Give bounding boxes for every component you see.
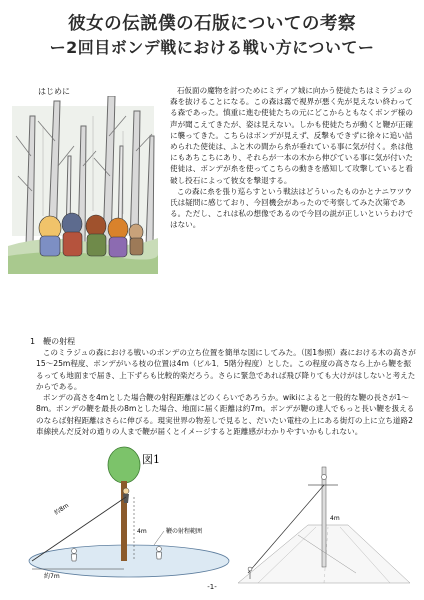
figure-1-label: 図1 (142, 453, 160, 466)
page-subtitle: ー2回目ボンデ戦における戦い方についてー (49, 38, 375, 57)
figure-2-height-label: 4m (330, 515, 340, 522)
section-text (36, 347, 418, 437)
figure-1-length-label: 約8m (53, 502, 71, 517)
intro-heading: はじめに (38, 87, 70, 96)
intro-text (170, 85, 416, 231)
section-paragraph: このミラジュの森における戦いのボンデの立ち位置を簡単な図にしてみた。（図1参照）森における木の高さが15～25m程度、ボンデがいる枝の位置は4m（ビル1．5階分程度）とした。この程度の高さなら上から鞭を振るっても地面まで届き、上下ずらも比較的楽だろう。さらに緊急であれば飛び降りても大けがはしないと考えたからである。 (36, 348, 416, 391)
section-paragraph: ボンデの高さを4mとした場合鞭の射程距離はどのくらいであろうか。wikiによると一般的な鞭の長さが1～8m。ボンデの鞭を最長の8mとした場合、地面に届く距離は約7m。ボンデが鞭の達人でもっと長い鞭を扱えるのならば射程距離はさらに伸びる。現実世界の物差しで見ると、だいたい電柱の上にある街灯の上に立ち道路2車線挟んだ反対の通りの人まで鞭が届くとイメージすると距離感がわかりやすいかもしれない。 (36, 393, 415, 437)
page-title: 彼女の伝説僕の石版についての考察 (68, 14, 356, 34)
intro-paragraph: 石仮面の魔物を討つためにミディア城に向かう使徒たちはミラジュの森を抜けることになる。この森は霧で視界が悪く先が見えない終わってる森であった。慎重に進む使徒たちの元にどこからともなくボンデ様の声が聞こえてきたが、姿は見えない。しかも使徒たちが動くと鞭が正確に襲ってきた。こちらはボンデが見えず、反撃もできずに徐々に追い詰められた使徒は、ふと木の間から糸が垂れている事に気が付く。糸は他にもあちこちにあり、それらが一本の木から伸びている事に気が付いた使徒は、ボンデが糸を使ってこちらの動きを感知して攻撃していると看破し投石によって彼女を撃退する。 (170, 86, 413, 185)
figure-1-sketch (24, 445, 234, 585)
figure-1-height-label: 4m (137, 528, 147, 535)
forest-illustration (8, 96, 158, 274)
figure-1-range-label: 鞭の射程範囲 (166, 528, 203, 535)
section-heading: 1 鞭の射程 (30, 337, 76, 346)
figure-2-sketch (238, 465, 410, 587)
intro-paragraph: この森に糸を張り巡らすという戦法はどういったものかとナニワツウ氏は疑問に感じており、今回機会があったので考察してみた次第である。ただし、これは私の想像であるので今回の説が正しいというわけではない。 (170, 186, 413, 230)
page-number: -1- (207, 583, 217, 591)
figure-1-distance-label: 約7m (44, 573, 60, 580)
